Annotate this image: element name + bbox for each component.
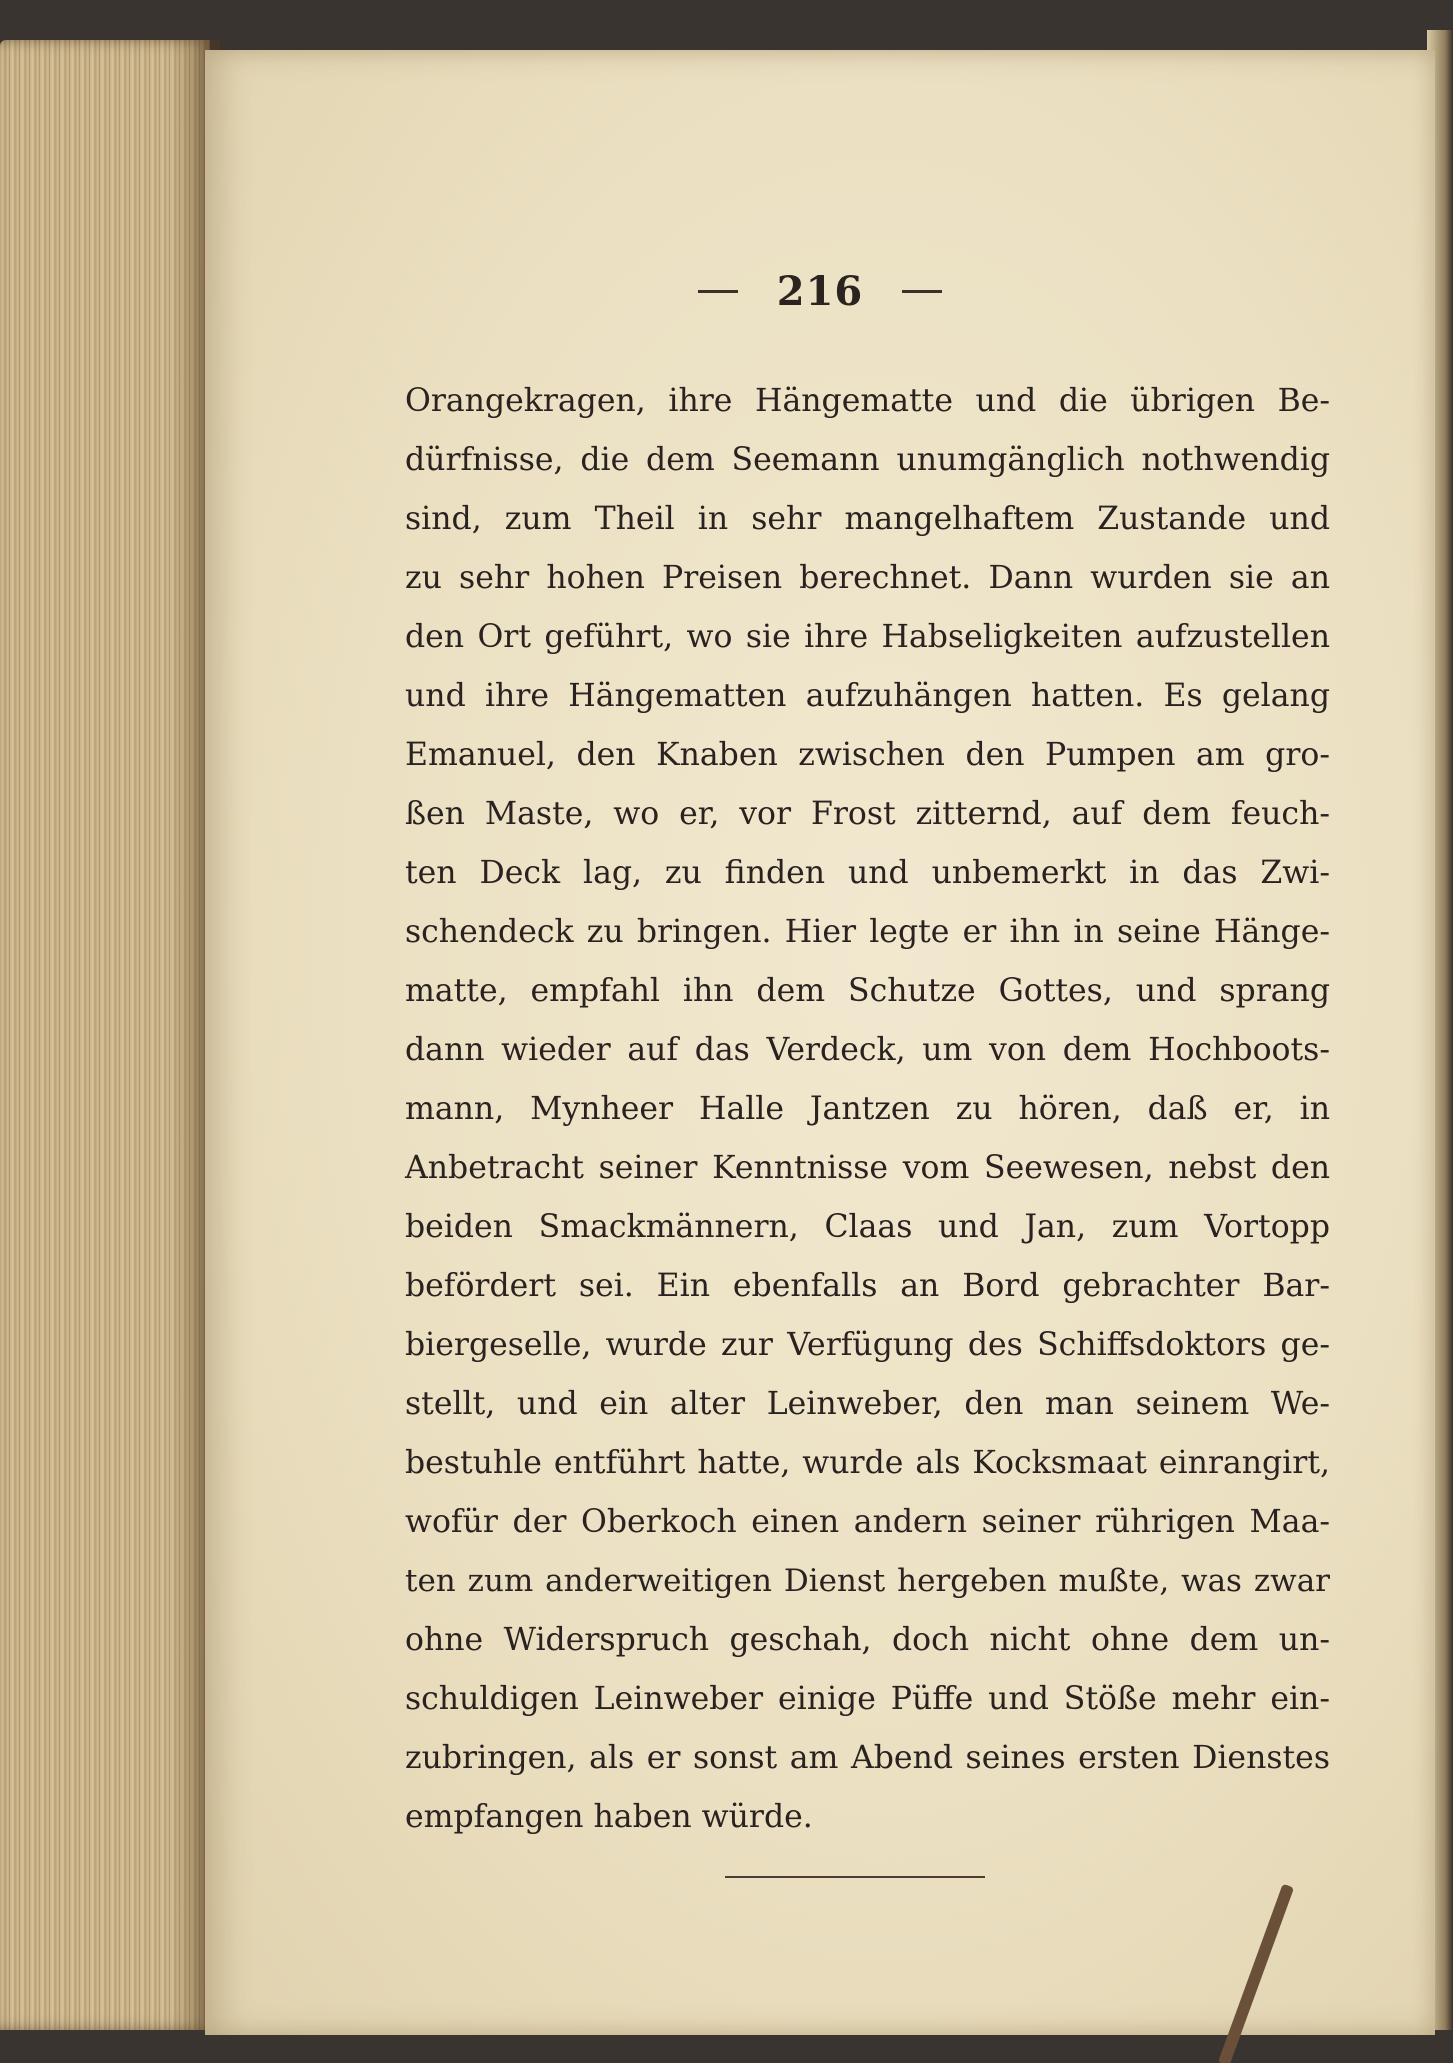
text-line: zu sehr hohen Preisen berechnet. Dann wurden sie an: [405, 560, 1330, 596]
text-line: Emanuel, den Knaben zwischen den Pumpen am gro-: [405, 737, 1330, 773]
text-line: dann wieder auf das Verdeck, um von dem Hochboots-: [405, 1032, 1330, 1068]
text-line: ten zum anderweitigen Dienst hergeben mußte, was zwar: [405, 1563, 1330, 1599]
text-line: mann, Mynheer Halle Jantzen zu hören, daß er, in: [405, 1091, 1330, 1127]
end-rule: [725, 1876, 985, 1878]
text-line: stellt, und ein alter Leinweber, den man seinem We-: [405, 1386, 1330, 1422]
text-line: schuldigen Leinweber einige Püffe und Stöße mehr ein-: [405, 1681, 1330, 1717]
header-dash-left: [698, 290, 738, 293]
book-page: [205, 50, 1435, 2035]
text-line: und ihre Hängematten aufzuhängen hatten. Es gelang: [405, 678, 1330, 714]
text-line: beiden Smackmännern, Claas und Jan, zum Vortopp: [405, 1209, 1330, 1245]
text-line: ten Deck lag, zu finden und unbemerkt in das Zwi-: [405, 855, 1330, 891]
text-line: matte, empfahl ihn dem Schutze Gottes, und sprang: [405, 973, 1330, 1009]
text-line: ohne Widerspruch geschah, doch nicht ohne dem un-: [405, 1622, 1330, 1658]
text-line: empfangen haben würde.: [405, 1799, 813, 1835]
text-line: befördert sei. Ein ebenfalls an Bord gebrachter Bar-: [405, 1268, 1330, 1304]
text-line: Orangekragen, ihre Hängematte und die übrigen Be-: [405, 383, 1330, 419]
page-header: [205, 268, 1435, 315]
text-line: Anbetracht seiner Kenntnisse vom Seewesen, nebst den: [405, 1150, 1330, 1186]
header-dash-right: [902, 290, 942, 293]
text-line: schendeck zu bringen. Hier legte er ihn in seine Hänge-: [405, 914, 1330, 950]
text-line: biergeselle, wurde zur Verfügung des Schiffsdoktors ge-: [405, 1327, 1330, 1363]
page-number: 216: [776, 268, 864, 315]
text-line: wofür der Oberkoch einen andern seiner rührigen Maa-: [405, 1504, 1330, 1540]
text-line: bestuhle entführt hatte, wurde als Kocksmaat einrangirt,: [405, 1445, 1330, 1481]
text-line: ßen Maste, wo er, vor Frost zitternd, auf dem feuch-: [405, 796, 1330, 832]
text-line: den Ort geführt, wo sie ihre Habseligkeiten aufzustellen: [405, 619, 1330, 655]
text-line: dürfnisse, die dem Seemann unumgänglich nothwendig: [405, 442, 1330, 478]
body-text: [405, 372, 1330, 1847]
text-line: sind, zum Theil in sehr mangelhaftem Zustande und: [405, 501, 1330, 537]
text-line: zubringen, als er sonst am Abend seines ersten Dienstes: [405, 1740, 1330, 1776]
